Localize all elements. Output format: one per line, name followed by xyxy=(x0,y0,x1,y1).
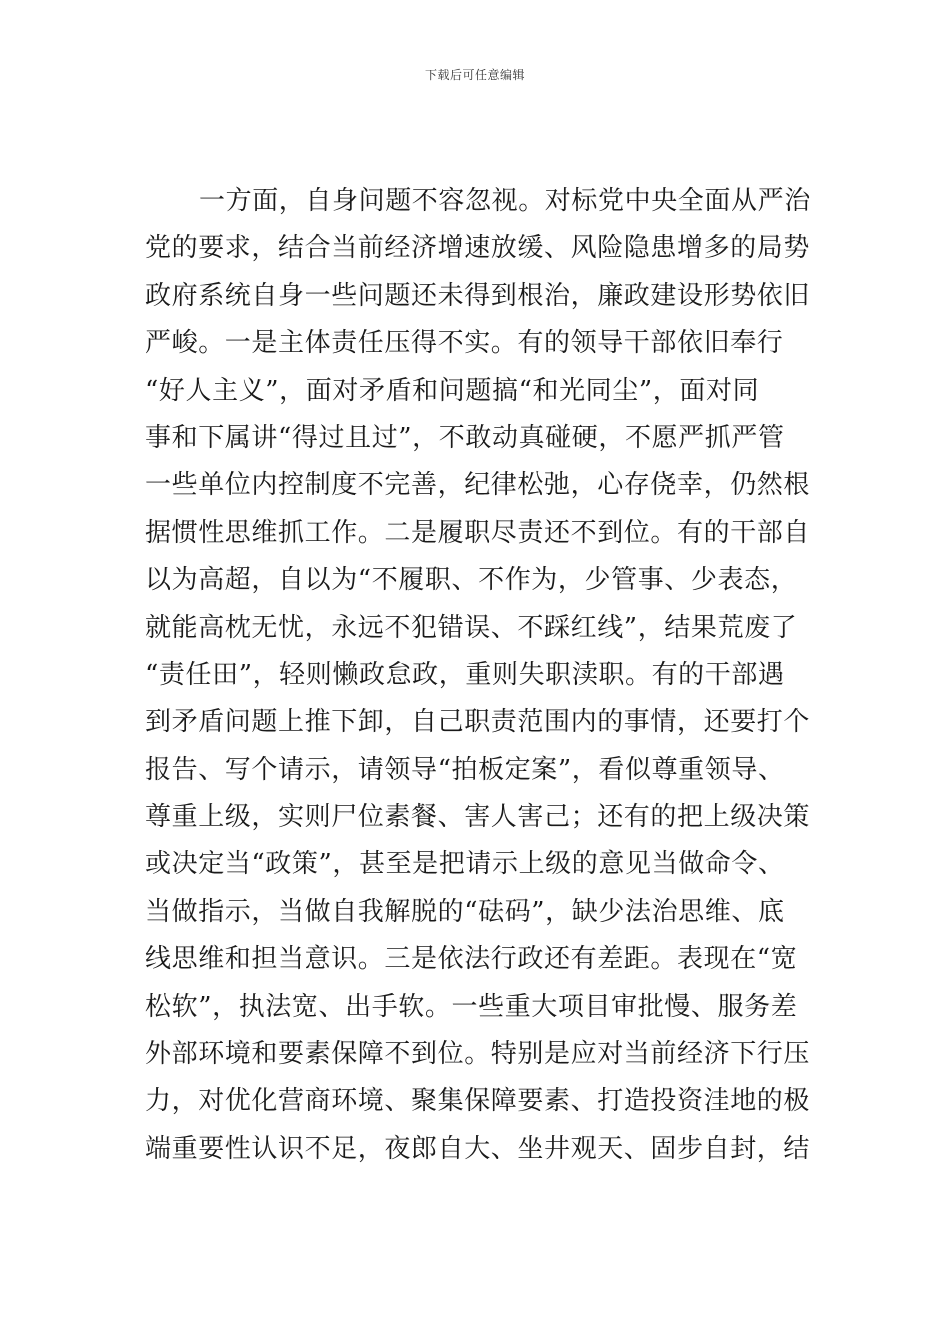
text-line: 一些单位内控制度不完善，纪律松弛，心存侥幸，仍然根 xyxy=(145,470,811,501)
text-line: 力，对优化营商环境、聚集保障要素、打造投资洼地的极 xyxy=(145,1086,811,1117)
text-line: “责任田”，轻则懒政怠政，重则失职渎职。有的干部遇 xyxy=(145,659,785,690)
text-line: 党的要求，结合当前经济增速放缓、风险隐患增多的局势 xyxy=(145,233,811,264)
text-line: 外部环境和要素保障不到位。特别是应对当前经济下行压 xyxy=(145,1039,811,1070)
text-line: 据惯性思维抓工作。二是履职尽责还不到位。有的干部自 xyxy=(145,517,811,548)
text-line: 严峻。一是主体责任压得不实。有的领导干部依旧奉行 xyxy=(145,328,784,359)
text-line: 到矛盾问题上推下卸，自己职责范围内的事情，还要打个 xyxy=(145,707,811,738)
text-line: 报告、写个请示，请领导“拍板定案”，看似尊重领导、 xyxy=(145,754,785,785)
text-line: 当做指示，当做自我解脱的“砝码”，缺少法治思维、底 xyxy=(145,896,785,927)
text-line: 一方面，自身问题不容忽视。对标党中央全面从严治 xyxy=(199,186,811,216)
text-line: 以为高超，自以为“不履职、不作为，少管事、少表态， xyxy=(145,565,798,596)
text-line: 就能高枕无忧，永远不犯错误、不踩红线”，结果荒废了 xyxy=(145,612,798,643)
text-line: 或决定当“政策”，甚至是把请示上级的意见当做命令、 xyxy=(145,849,785,880)
text-line: 松软”，执法宽、出手软。一些重大项目审批慢、服务差 xyxy=(145,991,798,1022)
text-line: 尊重上级，实则尸位素餐、害人害己；还有的把上级决策 xyxy=(145,802,811,833)
text-line: 端重要性认识不足，夜郎自大、坐井观天、固步自封，结 xyxy=(145,1133,811,1164)
text-line: “好人主义”，面对矛盾和问题搞“和光同尘”，面对同 xyxy=(145,375,760,406)
text-line: 线思维和担当意识。三是依法行政还有差距。表现在“宽 xyxy=(145,944,798,975)
page-header: 下载后可任意编辑 xyxy=(424,68,525,82)
text-line: 政府系统自身一些问题还未得到根治，廉政建设形势依旧 xyxy=(145,280,811,311)
body-paragraph xyxy=(145,178,815,1173)
text-line: 事和下属讲“得过且过”，不敢动真碰硬，不愿严抓严管 xyxy=(145,422,785,453)
